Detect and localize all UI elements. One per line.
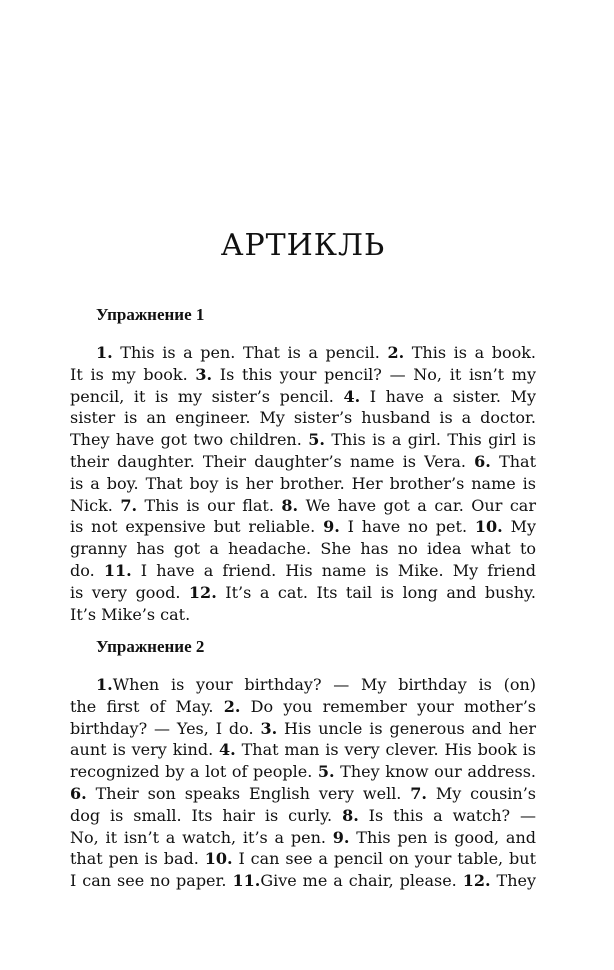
text-line: I can see no paper. 11.Give me a chair, please. 12. They bbox=[70, 871, 537, 891]
text-line: the first of May. 2. Do you remember your mother’s bbox=[70, 696, 537, 716]
text-line: their daughter. Their daughter’s name is Vera. 6. That bbox=[70, 451, 537, 471]
text-line: is very good. 12. It’s a cat. Its tail is long and bushy. bbox=[70, 582, 536, 602]
text-line: They have got two children. 5. This is a girl. This girl is bbox=[70, 430, 536, 450]
exercise-1-text bbox=[70, 342, 536, 625]
text-line: aunt is very kind. 4. That man is very clever. His book is bbox=[70, 740, 537, 760]
text-line: that pen is bad. 10. I can see a pencil on your table, but bbox=[70, 849, 537, 869]
text-line: It is my book. 3. Is this your pencil? — No, it isn’t my bbox=[70, 364, 537, 384]
text-line: granny has got a headache. She has no idea what to bbox=[70, 539, 536, 559]
text-line: sister is an engineer. My sister’s husband is a doctor. bbox=[70, 408, 536, 428]
text-line: 1. This is a pen. That is a pencil. 2. This is a book. bbox=[96, 343, 536, 362]
text-line: dog is small. Its hair is curly. 8. Is this a watch? — bbox=[70, 805, 537, 825]
text-line: do. 11. I have a friend. His name is Mike. My friend bbox=[70, 560, 537, 580]
exercise-2-text bbox=[70, 674, 536, 892]
text-line: It’s Mike’s cat. bbox=[70, 604, 191, 624]
text-line: is a boy. That boy is her brother. Her brother’s name is bbox=[70, 473, 536, 493]
text-line: 1.When is your birthday? — My birthday is (on) bbox=[96, 675, 536, 694]
text-line: Nick. 7. This is our flat. 8. We have got a car. Our car bbox=[70, 495, 536, 515]
chapter-title: АРТИКЛЬ bbox=[220, 228, 386, 263]
text-line: is not expensive but reliable. 9. I have no pet. 10. My bbox=[70, 517, 536, 537]
exercise-1-heading: Упражнение 1 bbox=[96, 305, 205, 324]
exercise-2-heading: Упражнение 2 bbox=[96, 637, 205, 656]
text-line: No, it isn’t a watch, it’s a pen. 9. This pen is good, and bbox=[70, 827, 537, 847]
text-line: recognized by a lot of people. 5. They know our address. bbox=[70, 762, 537, 782]
text-line: 6. Their son speaks English very well. 7. My cousin’s bbox=[70, 783, 537, 803]
text-line: pencil, it is my sister’s pencil. 4. I have a sister. My bbox=[70, 386, 536, 406]
text-line: birthday? — Yes, I do. 3. His uncle is generous and her bbox=[70, 718, 536, 738]
